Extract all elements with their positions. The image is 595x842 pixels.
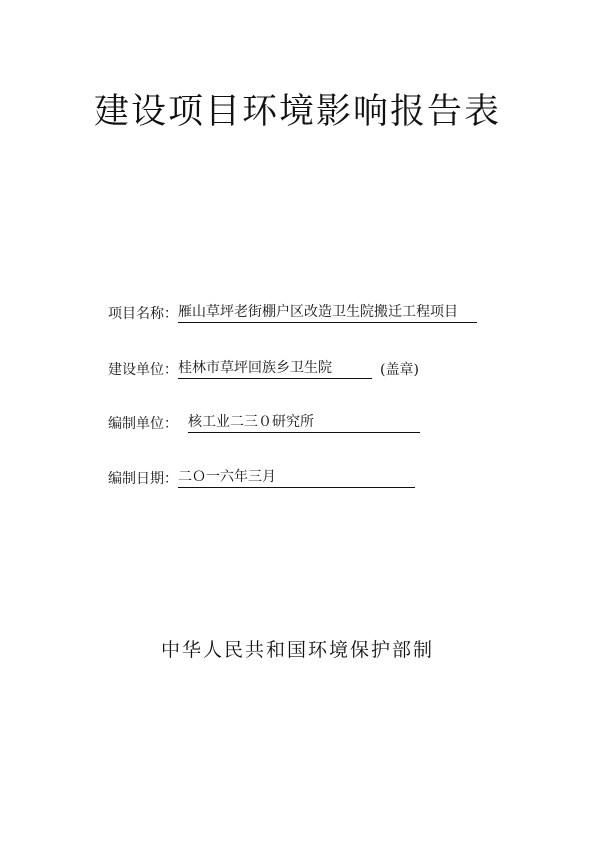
project-name-field bbox=[108, 303, 477, 323]
issuing-authority: 中华人民共和国环境保护部制 bbox=[160, 639, 434, 661]
project-name-label: 项目名称： bbox=[108, 306, 178, 322]
preparation-unit-value: 核工业二三０研究所 bbox=[188, 413, 420, 433]
preparation-unit-field bbox=[108, 413, 420, 433]
project-name-value: 雁山草坪老街棚户区改造卫生院搬迁工程项目 bbox=[178, 303, 477, 323]
seal-note: (盖章) bbox=[380, 362, 419, 378]
preparation-date-label: 编制日期： bbox=[108, 471, 178, 487]
preparation-date-value: 二Ｏ一六年三月 bbox=[178, 468, 415, 488]
preparation-date-field bbox=[108, 468, 415, 488]
document-title: 建设项目环境影响报告表 bbox=[93, 92, 501, 132]
construction-unit-label: 建设单位： bbox=[108, 362, 178, 378]
preparation-unit-label: 编制单位： bbox=[108, 416, 178, 432]
construction-unit-value: 桂林市草坪回族乡卫生院 bbox=[178, 359, 372, 379]
construction-unit-field bbox=[108, 359, 419, 379]
